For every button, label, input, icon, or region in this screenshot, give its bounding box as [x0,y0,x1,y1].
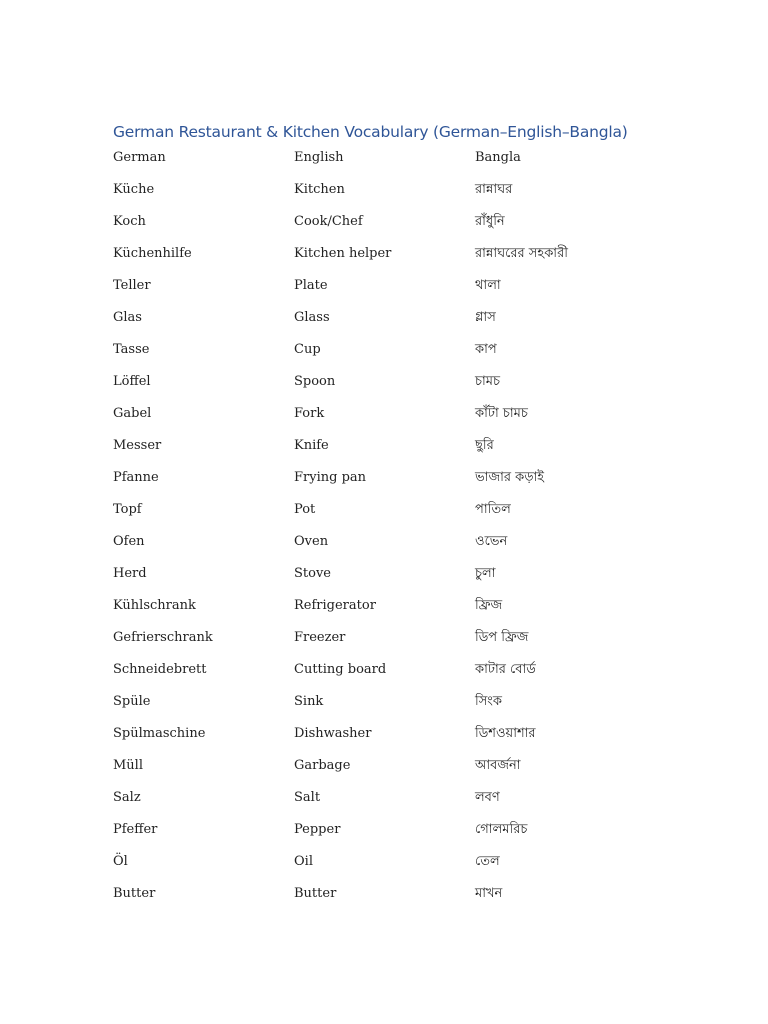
bangla-word: সিংক [475,694,502,709]
german-word: Spülmaschine [113,726,206,741]
header-german: German [113,150,166,165]
table-row [113,622,673,654]
german-word: Ofen [113,534,145,549]
english-word: Garbage [294,758,351,773]
english-word: Dishwasher [294,726,372,741]
german-word: Küchenhilfe [113,246,192,261]
english-word: Sink [294,694,324,709]
bangla-word: কাটার বোর্ড [475,662,536,677]
bangla-word: গ্লাস [475,310,496,325]
german-word: Pfanne [113,470,159,485]
english-word: Salt [294,790,321,805]
table-row [113,334,673,366]
english-word: Plate [294,278,328,293]
table-row [113,270,673,302]
bangla-word: রান্নাঘর [475,182,513,197]
table-row [113,654,673,686]
table-row [113,750,673,782]
german-word: Koch [113,214,146,229]
table-row [113,174,673,206]
german-word: Glas [113,310,142,325]
english-word: Fork [294,406,325,421]
english-word: Butter [294,886,337,901]
bangla-word: ফ্রিজ [475,598,503,613]
table-row [113,590,673,622]
bangla-word: কাঁটা চামচ [475,406,528,421]
german-word: Gabel [113,406,152,421]
german-word: Schneidebrett [113,662,207,677]
english-word: Pot [294,502,316,517]
english-word: Oven [294,534,329,549]
table-row [113,526,673,558]
german-word: Teller [113,278,151,293]
bangla-word: গোলমরিচ [475,822,528,837]
english-word: Glass [294,310,330,325]
bangla-word: ওভেন [475,534,508,549]
table-row [113,366,673,398]
table-row [113,686,673,718]
german-word: Salz [113,790,141,805]
german-word: Pfeffer [113,822,158,837]
english-word: Cutting board [294,662,387,677]
table-row [113,814,673,846]
table-row [113,782,673,814]
header-bangla: Bangla [475,150,521,165]
table-row [113,430,673,462]
bangla-word: ডিপ ফ্রিজ [475,630,529,645]
german-word: Löffel [113,374,151,389]
bangla-word: ভাজার কড়াই [475,470,545,485]
bangla-word: রাঁধুনি [475,214,505,229]
bangla-word: আবর্জনা [475,758,521,773]
bangla-word: পাতিল [475,502,511,517]
table-row [113,718,673,750]
header-english: English [294,150,344,165]
table-row [113,206,673,238]
english-word: Pepper [294,822,341,837]
german-word: Tasse [113,342,150,357]
bangla-word: ছুরি [475,438,494,453]
german-word: Öl [113,854,128,869]
german-word: Küche [113,182,155,197]
document-title: German Restaurant & Kitchen Vocabulary (German–English–Bangla) [113,123,628,141]
english-word: Freezer [294,630,346,645]
bangla-word: মাখন [475,886,503,901]
bangla-word: রান্নাঘরের সহকারী [475,246,568,261]
english-word: Refrigerator [294,598,376,613]
german-word: Herd [113,566,147,581]
german-word: Gefrierschrank [113,630,213,645]
bangla-word: লবণ [475,790,500,805]
bangla-word: ডিশওয়াশার [475,726,536,741]
table-row [113,558,673,590]
table-row [113,398,673,430]
english-word: Cook/Chef [294,214,363,229]
german-word: Spüle [113,694,151,709]
bangla-word: থালা [475,278,501,293]
german-word: Kühlschrank [113,598,196,613]
table-row [113,878,673,910]
english-word: Spoon [294,374,336,389]
table-row [113,846,673,878]
english-word: Knife [294,438,329,453]
german-word: Topf [113,502,142,517]
bangla-word: চুলা [475,566,496,581]
table-row [113,494,673,526]
table-header-row [113,142,673,174]
bangla-word: তেল [475,854,500,869]
german-word: Müll [113,758,143,773]
vocabulary-table [113,142,673,910]
english-word: Stove [294,566,331,581]
english-word: Kitchen [294,182,345,197]
german-word: Butter [113,886,156,901]
bangla-word: কাপ [475,342,497,357]
bangla-word: চামচ [475,374,501,389]
table-row [113,302,673,334]
english-word: Oil [294,854,313,869]
table-row [113,238,673,270]
english-word: Kitchen helper [294,246,392,261]
english-word: Frying pan [294,470,367,485]
german-word: Messer [113,438,162,453]
english-word: Cup [294,342,321,357]
table-row [113,462,673,494]
